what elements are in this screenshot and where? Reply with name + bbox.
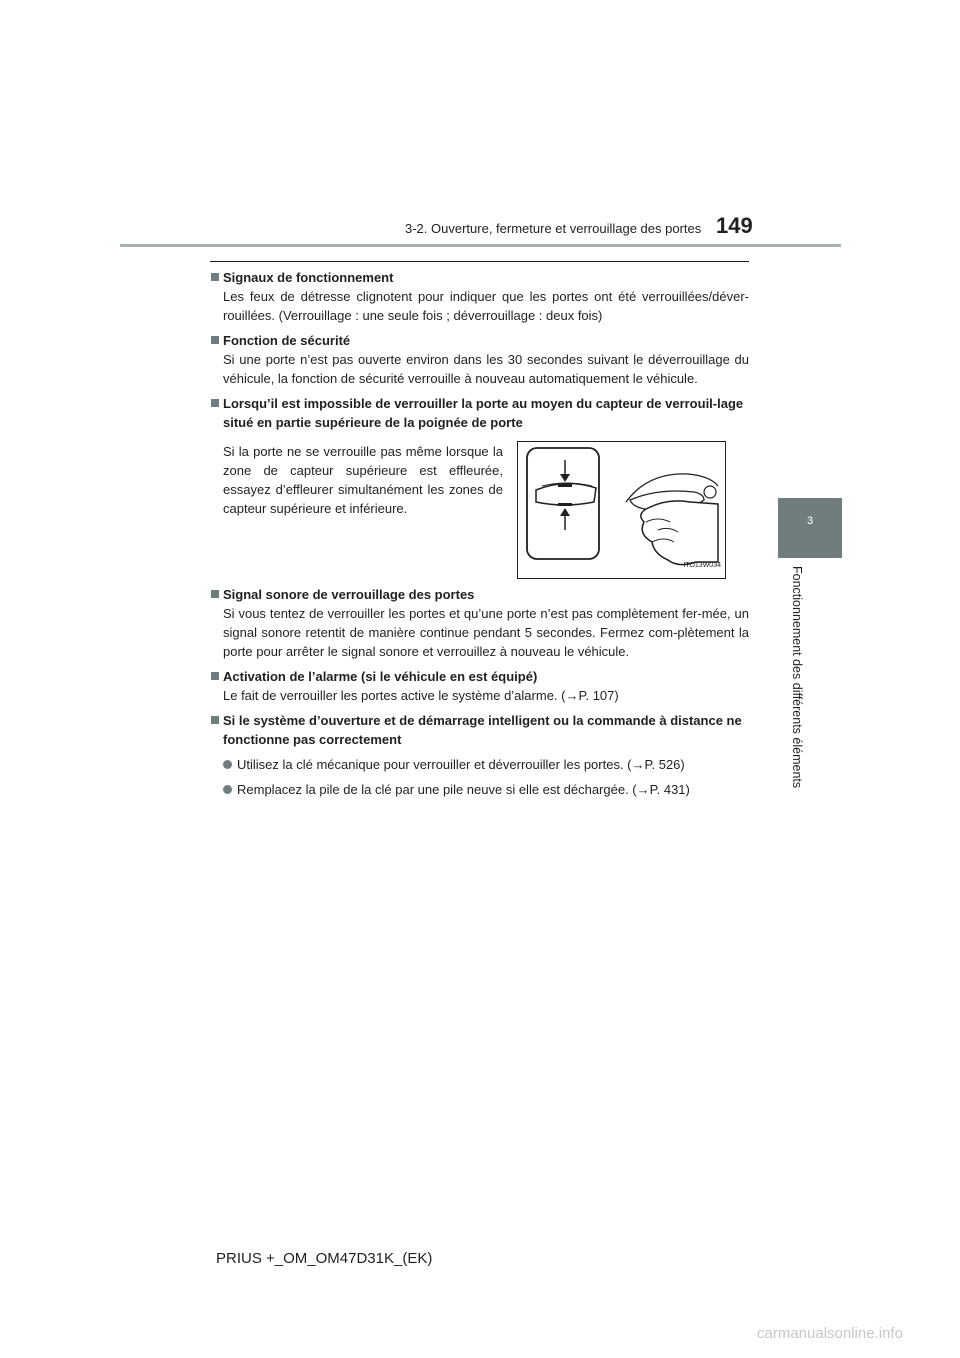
item-body: Le fait de verrouiller les portes active le système d’alarme. (→P. 107) bbox=[223, 688, 619, 703]
page-content bbox=[210, 268, 749, 805]
item-heading: Signal sonore de verrouillage des portes bbox=[223, 587, 475, 602]
model-code: PRIUS +_OM_OM47D31K_(EK) bbox=[216, 1250, 433, 1267]
item-body: Les feux de détresse clignotent pour indiquer que les portes ont été verrouillées/déver-rouillées. (Verrouillage : une seule fois ; déverrouillage : deux fois) bbox=[223, 289, 749, 323]
list-item: Remplacez la pile de la clé par une pile neuve si elle est déchargée. (→P. 431) bbox=[210, 780, 749, 799]
item-body: Si vous tentez de verrouiller les portes et qu’une porte n’est pas complètement fer-mée, un signal sonore retentit de manière continue pendant 5 secondes. Fermez com-plètement la porte pour arrêter le signal sonore et verrouillez à nouveau le véhicule. bbox=[223, 606, 749, 659]
item-body: Si une porte n’est pas ouverte environ dans les 30 secondes suivant le déverrouillage du véhicule, la fonction de sécurité verrouille à nouveau automatiquement le véhicule. bbox=[223, 352, 749, 386]
item-heading: Fonction de sécurité bbox=[223, 333, 351, 348]
square-bullet-icon bbox=[211, 399, 219, 407]
square-bullet-icon bbox=[211, 273, 219, 281]
section-title: 3-2. Ouverture, fermeture et verrouillage des portes bbox=[405, 221, 702, 236]
item-security bbox=[210, 331, 749, 388]
item-heading: Activation de l’alarme (si le véhicule en est équipé) bbox=[223, 669, 538, 684]
item-heading: Si le système d’ouverture et de démarrage intelligent ou la commande à distance ne fonctionne pas correctement bbox=[223, 713, 742, 747]
figure-id: ITO13W034 bbox=[683, 562, 721, 569]
square-bullet-icon bbox=[211, 590, 219, 598]
watermark: carmanualsonline.info bbox=[757, 1325, 903, 1342]
item-buzzer bbox=[210, 585, 749, 661]
round-bullet-icon bbox=[223, 785, 232, 794]
square-bullet-icon bbox=[211, 672, 219, 680]
item-lock-sensor bbox=[210, 394, 749, 579]
square-bullet-icon bbox=[211, 336, 219, 344]
round-bullet-icon bbox=[223, 760, 232, 769]
item-signals bbox=[210, 268, 749, 325]
item-malfunction bbox=[210, 711, 749, 799]
item-alarm bbox=[210, 667, 749, 705]
item-heading: Lorsqu’il est impossible de verrouiller la porte au moyen du capteur de verrouil-lage situé en partie supérieure de la poignée de porte bbox=[223, 396, 744, 430]
item-heading: Signaux de fonctionnement bbox=[223, 270, 394, 285]
door-handle-illustration bbox=[517, 441, 726, 579]
chapter-tab: 3 bbox=[778, 498, 842, 558]
item-body: Si la porte ne se verrouille pas même lorsque la zone de capteur supérieure est effleurée, essayez d’effleurer simultanément les zones de capteur supérieure et inférieure. bbox=[223, 444, 503, 516]
chapter-title: Fonctionnement des différents éléments bbox=[790, 566, 804, 789]
page-number: 149 bbox=[716, 213, 753, 238]
square-bullet-icon bbox=[211, 716, 219, 724]
section-rule bbox=[210, 261, 749, 262]
header-rule bbox=[120, 244, 841, 247]
list-item: Utilisez la clé mécanique pour verrouiller et déverrouiller les portes. (→P. 526) bbox=[210, 755, 749, 774]
